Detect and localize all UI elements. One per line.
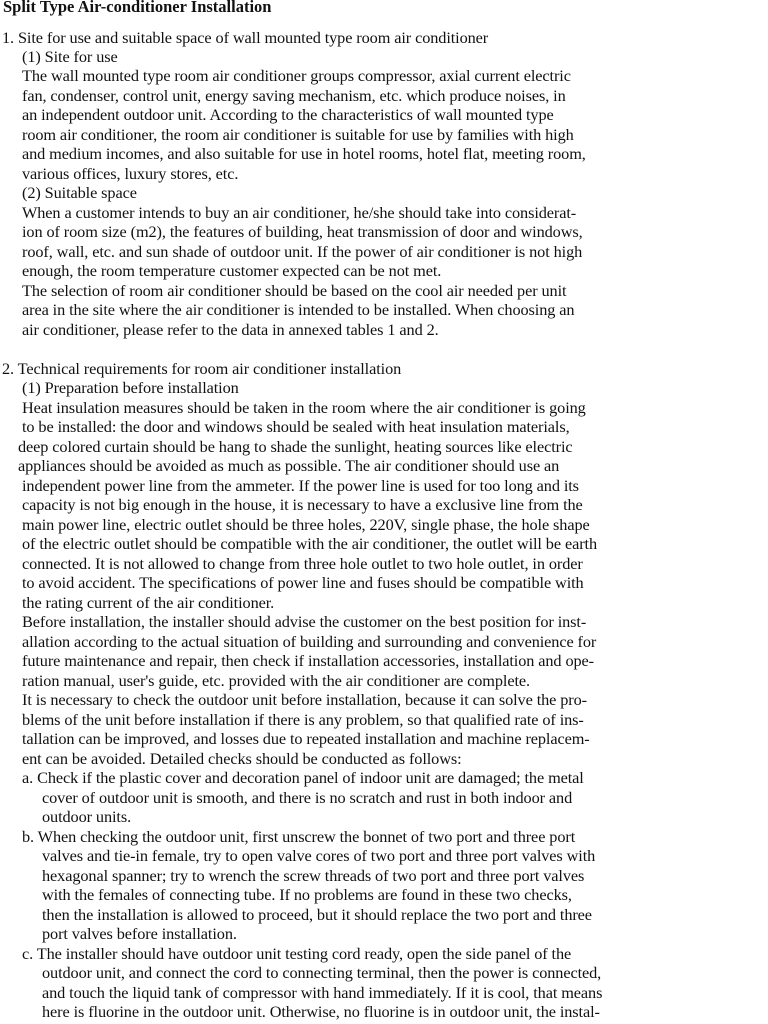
section-2-para-1-line: the rating current of the air conditioner.	[22, 593, 275, 612]
section-2-para-2-line: ration manual, user's guide, etc. provided with the air conditioner are complete.	[22, 671, 530, 690]
section-1-sub-2-heading: (2) Suitable space	[22, 183, 137, 202]
section-2-para-1-line: to avoid accident. The specifications of power line and fuses should be compatible with	[22, 573, 584, 592]
check-item-a-line: outdoor units.	[42, 807, 132, 826]
section-1-sub-1-line: and medium incomes, and also suitable for use in hotel rooms, hotel flat, meeting room,	[22, 144, 586, 163]
section-2-sub-1-heading: (1) Preparation before installation	[22, 378, 239, 397]
check-item-c-line: outdoor unit, and connect the cord to connecting terminal, then the power is connected,	[42, 963, 602, 982]
section-2-para-3-line: ent can be avoided. Detailed checks should be conducted as follows:	[22, 749, 462, 768]
section-2-heading: 2. Technical requirements for room air conditioner installation	[2, 359, 402, 378]
section-1-sub-2-line: air conditioner, please refer to the data in annexed tables 1 and 2.	[22, 320, 439, 339]
check-item-b-line: valves and tie-in female, try to open valve cores of two port and three port valves with	[42, 846, 596, 865]
section-1-sub-2-line: When a customer intends to buy an air conditioner, he/she should take into considerat-	[22, 203, 577, 222]
check-item-b-line: port valves before installation.	[42, 924, 237, 943]
section-1-sub-2-line: ion of room size (m2), the features of building, heat transmission of door and windows,	[22, 222, 583, 241]
section-2-para-2-line: Before installation, the installer should advise the customer on the best position for inst-	[22, 612, 587, 631]
check-item-b-line: hexagonal spanner; try to wrench the screw threads of two port and three port valves	[42, 866, 585, 885]
document-title: Split Type Air-conditioner Installation	[3, 0, 272, 16]
section-1-sub-1-heading: (1) Site for use	[22, 47, 118, 66]
section-2-para-1-line: appliances should be avoided as much as possible. The air conditioner should use an	[18, 456, 560, 475]
section-1-sub-2-line: roof, wall, etc. and sun shade of outdoor unit. If the power of air conditioner is not high	[22, 242, 583, 261]
section-2-para-1-line: main power line, electric outlet should be three holes, 220V, single phase, the hole shape	[22, 515, 590, 534]
section-2-para-1-line: to be installed: the door and windows should be sealed with heat insulation materials,	[22, 417, 570, 436]
section-1-sub-2-line: enough, the room temperature customer expected can be not met.	[22, 261, 442, 280]
section-2-para-2-line: future maintenance and repair, then check if installation accessories, installation and ope-	[22, 651, 594, 670]
section-1-sub-2-line: area in the site where the air conditioner is intended to be installed. When choosing an	[22, 300, 575, 319]
section-2-para-3-line: It is necessary to check the outdoor unit before installation, because it can solve the pro-	[22, 690, 587, 709]
check-item-c-line: here is fluorine in the outdoor unit. Otherwise, no fluorine is in outdoor unit, the instal-	[42, 1002, 600, 1021]
check-item-b-line: with the females of connecting tube. If no problems are found in these two checks,	[42, 885, 572, 904]
section-1-sub-2-line: The selection of room air conditioner should be based on the cool air needed per unit	[22, 281, 567, 300]
section-1-sub-1-line: fan, condenser, control unit, energy saving mechanism, etc. which produce noises, in	[22, 86, 566, 105]
section-1-sub-1-line: The wall mounted type room air conditioner groups compressor, axial current electric	[22, 66, 571, 85]
section-1-sub-1-line: room air conditioner, the room air conditioner is suitable for use by families with high	[22, 125, 574, 144]
check-item-c-line: c. The installer should have outdoor unit testing cord ready, open the side panel of the	[22, 944, 572, 963]
section-1-sub-1-line: various offices, luxury stores, etc.	[22, 164, 239, 183]
section-1-heading: 1. Site for use and suitable space of wall mounted type room air conditioner	[2, 28, 489, 47]
section-2-para-1-line: capacity is not big enough in the house, it is necessary to have a exclusive line from the	[22, 495, 583, 514]
section-2-para-3-line: blems of the unit before installation if there is any problem, so that qualified rate of ins-	[22, 710, 584, 729]
section-2-para-1-line: of the electric outlet should be compatible with the air conditioner, the outlet will be earth	[22, 534, 597, 553]
section-2-para-1-line: connected. It is not allowed to change from three hole outlet to two hole outlet, in order	[22, 554, 583, 573]
check-item-b-line: then the installation is allowed to proceed, but it should replace the two port and three	[42, 905, 592, 924]
section-2-para-1-line: independent power line from the ammeter. If the power line is used for too long and its	[22, 476, 579, 495]
check-item-a-line: cover of outdoor unit is smooth, and there is no scratch and rust in both indoor and	[42, 788, 573, 807]
section-2-para-2-line: allation according to the actual situation of building and surrounding and convenience for	[22, 632, 597, 651]
section-2-para-1-line: Heat insulation measures should be taken in the room where the air conditioner is going	[22, 398, 586, 417]
section-1-sub-1-line: an independent outdoor unit. According to the characteristics of wall mounted type	[22, 105, 554, 124]
check-item-a-line: a. Check if the plastic cover and decoration panel of indoor unit are damaged; the metal	[22, 768, 584, 787]
check-item-b-line: b. When checking the outdoor unit, first unscrew the bonnet of two port and three port	[22, 827, 576, 846]
section-2-para-1-line: deep colored curtain should be hang to shade the sunlight, heating sources like electric	[18, 437, 573, 456]
section-2-para-3-line: tallation can be improved, and losses due to repeated installation and machine replacem-	[22, 729, 590, 748]
check-item-c-line: and touch the liquid tank of compressor with hand immediately. If it is cool, that means	[42, 983, 603, 1002]
